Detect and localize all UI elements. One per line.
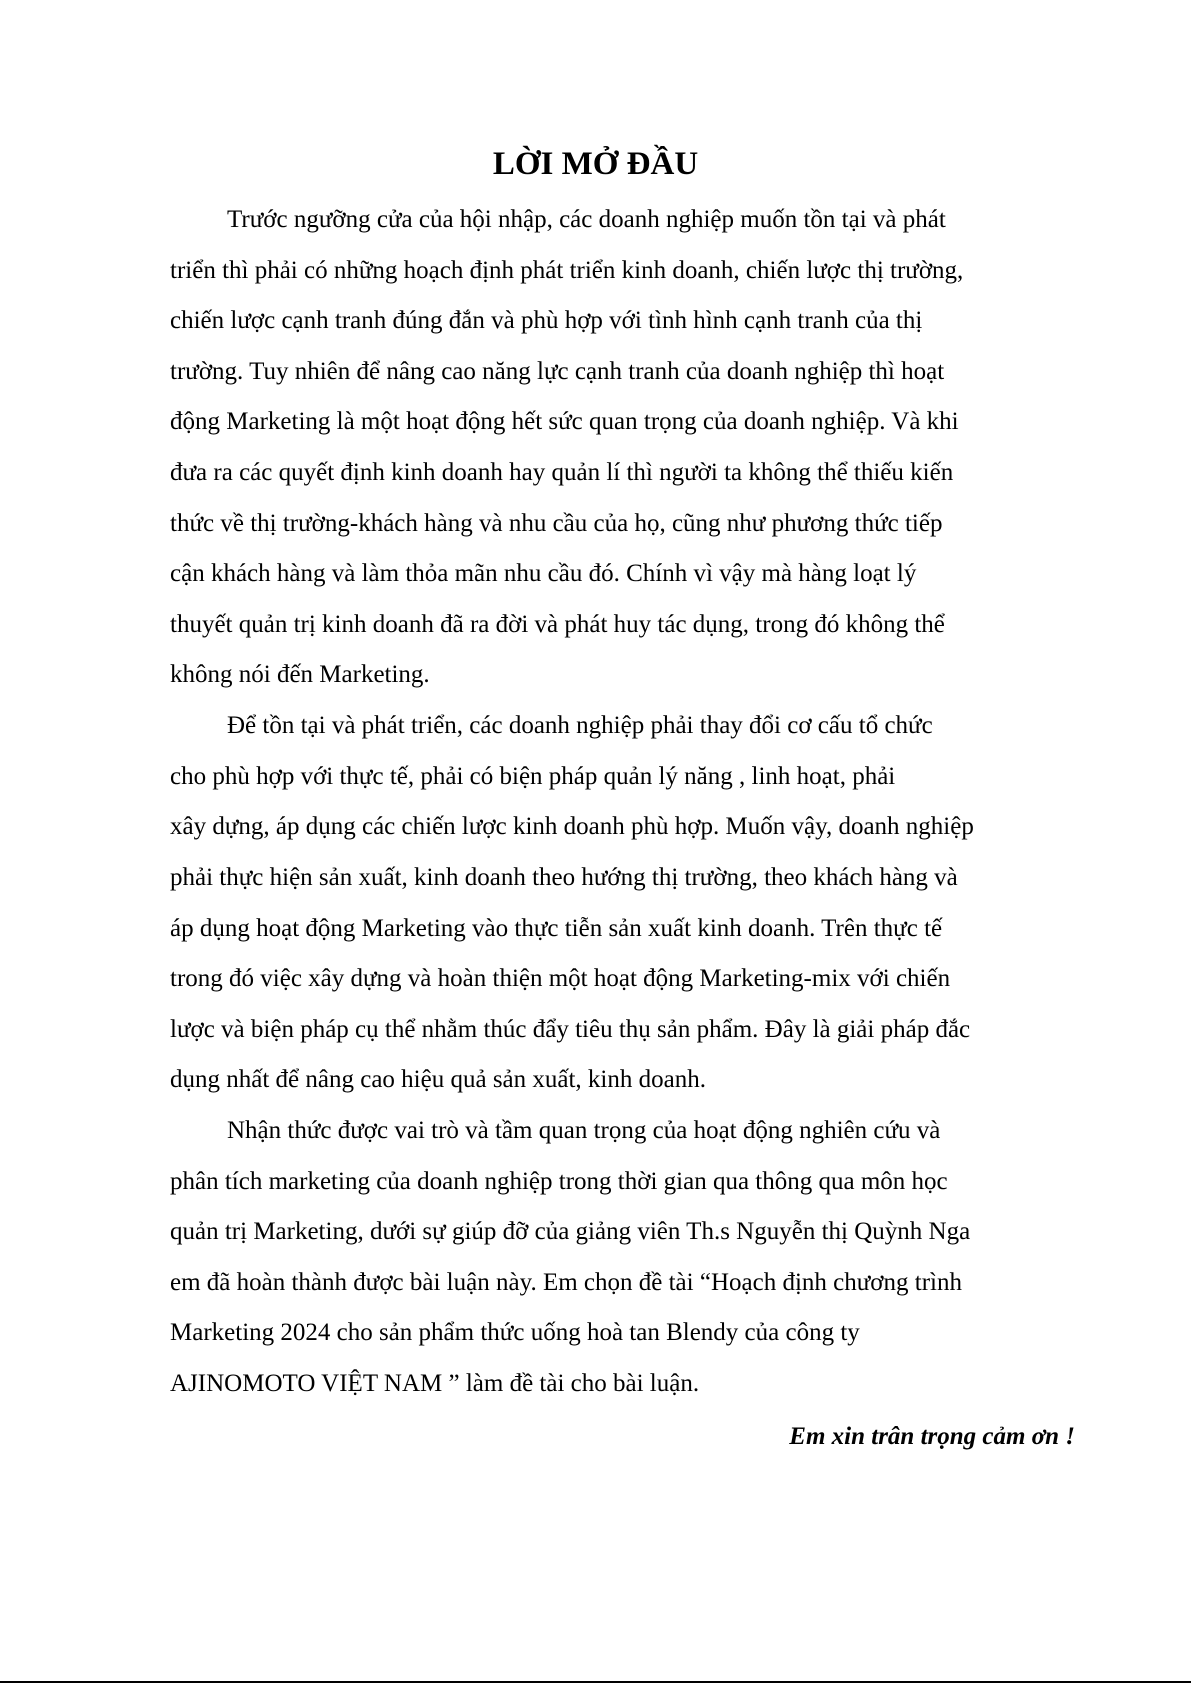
paragraph-line: quản trị Marketing, dưới sự giúp đỡ của giảng viên Th.s Nguyễn thị Quỳnh Nga (170, 1218, 971, 1245)
paragraph-line: em đã hoàn thành được bài luận này. Em chọn đề tài “Hoạch định chương trình (170, 1269, 962, 1296)
paragraph-line: triển thì phải có những hoạch định phát triển kinh doanh, chiến lược thị trường, (170, 257, 964, 284)
paragraph-line: Để tồn tại và phát triển, các doanh nghiệp phải thay đổi cơ cấu tổ chức (227, 712, 933, 739)
paragraph-line: xây dựng, áp dụng các chiến lược kinh doanh phù hợp. Muốn vậy, doanh nghiệp (170, 813, 974, 840)
paragraph-line: chiến lược cạnh tranh đúng đắn và phù hợp với tình hình cạnh tranh của thị (170, 307, 923, 334)
paragraph-line: dụng nhất để nâng cao hiệu quả sản xuất, kinh doanh. (170, 1066, 706, 1093)
paragraph-line: áp dụng hoạt động Marketing vào thực tiễn sản xuất kinh doanh. Trên thực tế (170, 915, 943, 942)
paragraph-line: trường. Tuy nhiên để nâng cao năng lực cạnh tranh của doanh nghiệp thì hoạt (170, 358, 945, 385)
paragraph-line: Trước ngưỡng cửa của hội nhập, các doanh nghiệp muốn tồn tại và phát (227, 206, 946, 233)
closing-signoff: Em xin trân trọng cảm ơn ! (789, 1423, 1075, 1450)
paragraph-line: phải thực hiện sản xuất, kinh doanh theo hướng thị trường, theo khách hàng và (170, 864, 958, 891)
paragraph-line: AJINOMOTO VIỆT NAM ” làm đề tài cho bài luận. (170, 1370, 700, 1397)
paragraph-line: cận khách hàng và làm thỏa mãn nhu cầu đó. Chính vì vậy mà hàng loạt lý (170, 560, 917, 587)
paragraph-line: không nói đến Marketing. (170, 661, 430, 688)
paragraph-line: thức về thị trường-khách hàng và nhu cầu của họ, cũng như phương thức tiếp (170, 510, 943, 537)
paragraph-line: Marketing 2024 cho sản phẩm thức uống hoà tan Blendy của công ty (170, 1319, 860, 1346)
paragraph-line: trong đó việc xây dựng và hoàn thiện một hoạt động Marketing-mix với chiến (170, 965, 951, 992)
paragraph-line: lược và biện pháp cụ thể nhằm thúc đẩy tiêu thụ sản phẩm. Đây là giải pháp đắc (170, 1016, 971, 1043)
paragraph-line: đưa ra các quyết định kinh doanh hay quản lí thì người ta không thể thiếu kiến (170, 459, 954, 486)
page-title: LỜI MỞ ĐẦU (492, 146, 699, 182)
bottom-divider (0, 1681, 1191, 1683)
paragraph-line: thuyết quản trị kinh doanh đã ra đời và phát huy tác dụng, trong đó không thể (170, 611, 945, 638)
paragraph-line: cho phù hợp với thực tế, phải có biện pháp quản lý năng , linh hoạt, phải (170, 763, 896, 790)
paragraph-line: động Marketing là một hoạt động hết sức quan trọng của doanh nghiệp. Và khi (170, 408, 959, 435)
paragraph-line: phân tích marketing của doanh nghiệp trong thời gian qua thông qua môn học (170, 1168, 948, 1195)
paragraph-line: Nhận thức được vai trò và tầm quan trọng của hoạt động nghiên cứu và (227, 1117, 941, 1144)
